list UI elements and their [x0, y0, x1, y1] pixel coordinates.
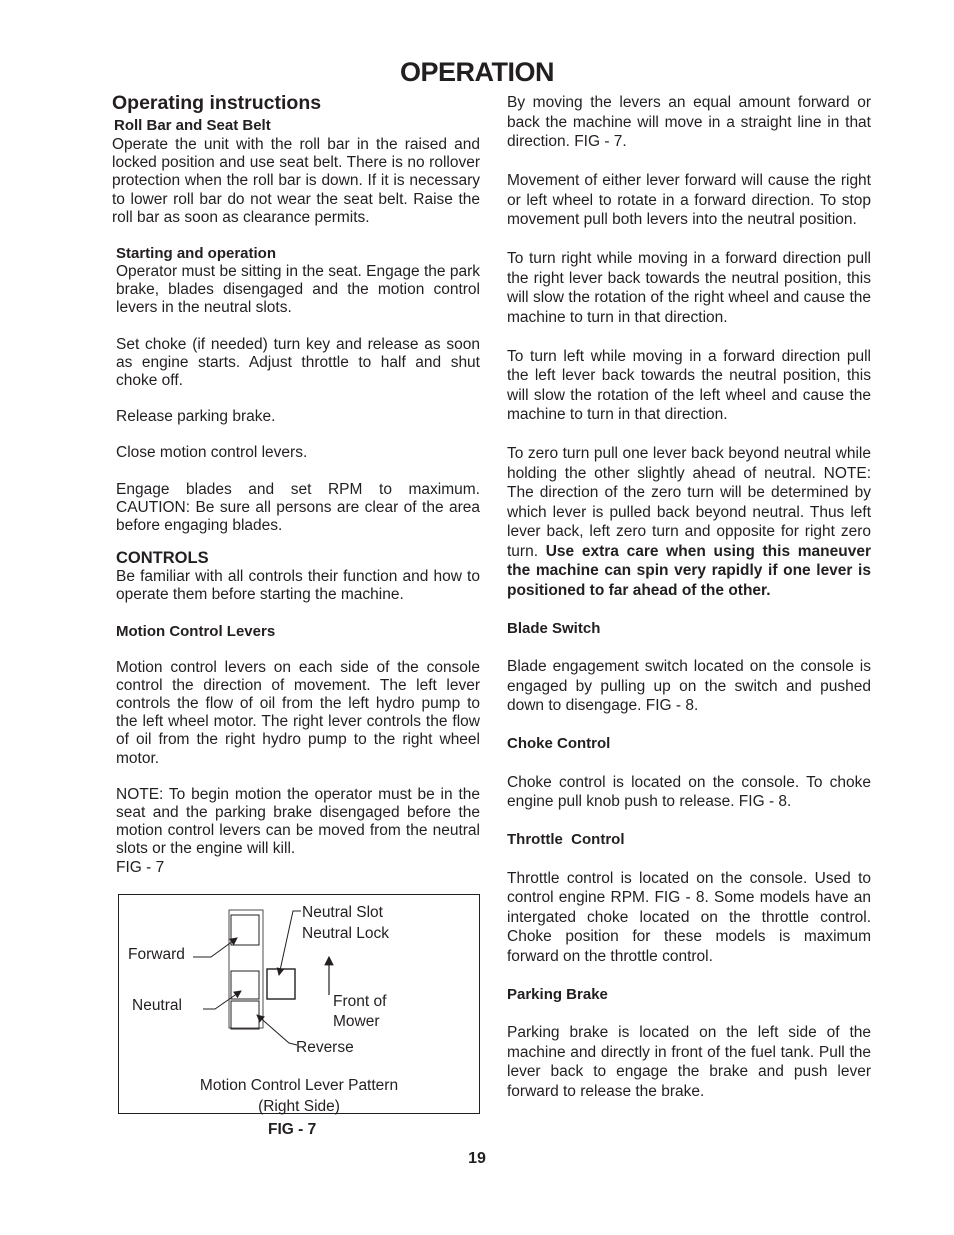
operating-instructions-heading: Operating instructions — [112, 92, 322, 114]
lever-slot-outline — [229, 910, 263, 1028]
starting-p5: Engage blades and set RPM to maximum. CAUTION: Be sure all persons are clear of the area before engaging blades. — [116, 480, 480, 535]
starting-p4: Close motion control levers. — [116, 444, 308, 462]
blade-switch-heading: Blade Switch — [507, 619, 601, 637]
motion-control-p1: Motion control levers on each side of the console control the direction of movement. The left lever controls the flow of oil from the left hydro pump to the left wheel motor. The right lever controls the flow of oil from the right hydro pump to the right wheel motor. — [116, 658, 480, 767]
controls-text: Be familiar with all controls their function and how to operate them before starting the machine. — [116, 568, 480, 604]
fig7-reference: FIG - 7 — [116, 858, 165, 876]
right-column — [507, 93, 871, 1101]
left-column — [112, 91, 480, 877]
neutral-lock-label: Neutral Lock — [302, 925, 390, 942]
starting-p2: Set choke (if needed) turn key and release as soon as engine starts. Adjust throttle to half and shut choke off. — [116, 335, 480, 390]
page-number: 19 — [468, 1150, 486, 1167]
forward-position-box — [231, 915, 259, 945]
lever-pattern-figure — [118, 894, 480, 1114]
roll-bar-heading: Roll Bar and Seat Belt — [114, 117, 271, 134]
lever-forward-text: Movement of either lever forward will cause the right or left wheel to rotate in a forward direction. To stop movement pull both levers into the neutral position. — [507, 172, 871, 228]
parking-brake-heading: Parking Brake — [507, 985, 608, 1003]
neutral-arrow — [203, 991, 241, 1009]
mower-label: Mower — [333, 1013, 380, 1030]
straight-line-text: By moving the levers an equal amount forward or back the machine will move in a straight line in that direction. FIG - 7. — [507, 94, 871, 150]
forward-label: Forward — [128, 946, 185, 963]
zero-turn-text — [507, 444, 871, 600]
turn-right-text: To turn right while moving in a forward direction pull the right lever back towards the neutral position, this will slow the rotation of the right wheel and cause the machine to turn in that direction. — [507, 250, 871, 326]
zero-turn-warning: Use extra care when using this maneuver the machine can spin very rapidly if one lever is positioned to far ahead of the other. — [507, 542, 872, 599]
front-of-label: Front of — [333, 993, 387, 1010]
neutral-lock-box — [267, 969, 295, 999]
throttle-control-text: Throttle control is located on the console. Used to control engine RPM. FIG - 8. Some models have an intergated choke located on the throttle control. Choke position for these models is maximum forward on the throttle control. — [507, 869, 871, 965]
controls-heading: CONTROLS — [116, 549, 209, 568]
reverse-position-box — [231, 1001, 259, 1029]
zero-turn-normal: To zero turn pull one lever back beyond neutral while holding the other slightly ahead of neutral. NOTE: The direction of the zero turn will be determined by which lever is pulled back beyond neutral. Thus left lever back, left zero turn and opposite for right zero turn. — [507, 445, 871, 560]
starting-p3: Release parking brake. — [116, 408, 276, 426]
fig7-label: FIG - 7 — [268, 1121, 317, 1138]
page-title: OPERATION — [399, 57, 554, 87]
parking-brake-text: Parking brake is located on the left side of the machine and directly in front of the fuel tank. Pull the lever back to engage the brake and push lever forward to release the brake. — [507, 1024, 871, 1100]
figure-caption-line1: Motion Control Lever Pattern — [199, 1077, 399, 1094]
reverse-label: Reverse — [296, 1039, 354, 1056]
blade-switch-text: Blade engagement switch located on the console is engaged by pulling up on the switch and pushed down to disengage. FIG - 8. — [507, 658, 871, 714]
neutral-slot-label: Neutral Slot — [302, 904, 383, 921]
motion-control-p2: NOTE: To begin motion the operator must be in the seat and the parking brake disengaged before the motion control levers can be moved from the neutral slots or the engine will kill. — [116, 785, 480, 858]
neutral-slot-arrow — [279, 911, 301, 975]
neutral-label: Neutral — [132, 997, 182, 1014]
starting-p1: Operator must be sitting in the seat. Engage the park brake, blades disengaged and the motion control levers in the neutral slots. — [116, 263, 480, 317]
turn-left-text: To turn left while moving in a forward direction pull the left lever back towards the neutral position, this will slow the rotation of the left wheel and cause the machine to turn in that direction. — [507, 347, 871, 423]
choke-control-heading: Choke Control — [507, 735, 611, 752]
throttle-control-heading: Throttle Control — [507, 831, 625, 848]
figure-caption-line2: (Right Side) — [258, 1098, 340, 1115]
starting-heading: Starting and operation — [116, 245, 277, 263]
forward-arrow — [193, 938, 237, 957]
choke-control-text: Choke control is located on the console. To choke engine pull knob push to release. FIG - 8. — [507, 773, 871, 810]
roll-bar-text: Operate the unit with the roll bar in the raised and locked position and use seat belt. There is no rollover protection when the roll bar is down. If it is necessary to lower roll bar do not wear the seat belt. Raise the roll bar as soon as clearance permits. — [112, 136, 480, 226]
motion-control-heading: Motion Control Levers — [116, 622, 276, 640]
